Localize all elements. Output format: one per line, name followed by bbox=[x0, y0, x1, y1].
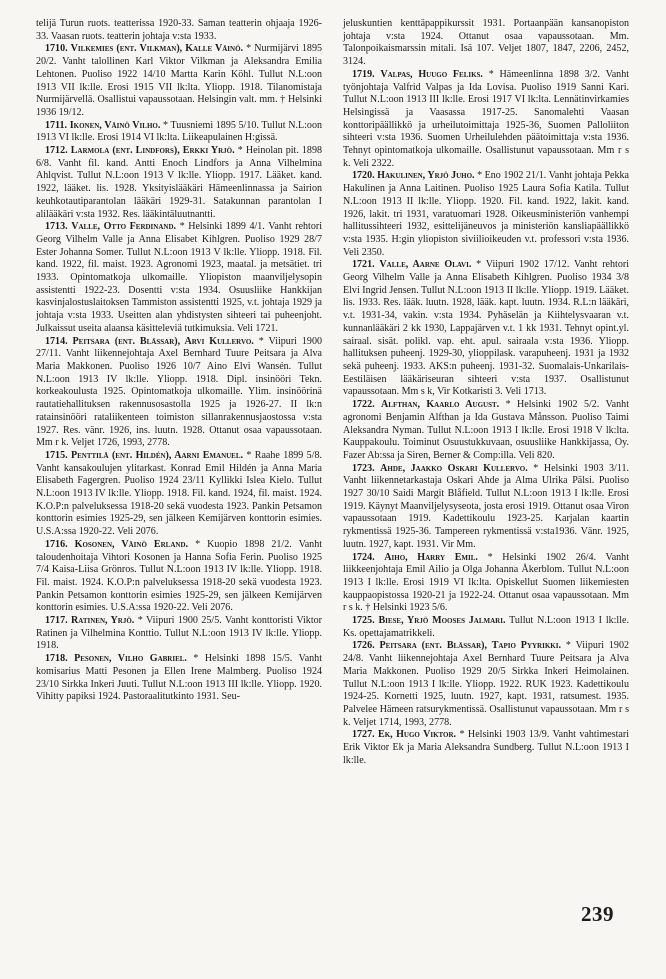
entry-number: 1725. bbox=[352, 615, 375, 627]
entry-1726 bbox=[343, 640, 629, 729]
entry-text: Tullut N.L:oon 1913 I lk:lle. Ks. opettajamatrikkeli. bbox=[343, 615, 629, 639]
entry-text: * Helsinki 1899 4/1. Vanht rehtori Georg Vilhelm Valle ja Anna Elisabet Kihlgren. Puoliso 1929 28/7 Ester Johanna Somer. Tullut N.L:oon 1913 V lk:lle. Yliopp. 1918. Fil. kand. 1922, fil. maist. 1923. Agronomi 1923, maatal. ja metsätiet. tri 1933. Opintomatkoja ulkomaille. Yliopiston maanviljelysopin assistentti 1922-23. Dosentti v:sta 1934. Osuusliike Hankkijan kasvinjalostuslaitoksen Tammiston assistentti 1925, v.t. johtaja 1929 ja johtaja v:sta 1933. Useitten alan yhdistysten sihteeri tai puheenjoht. Julkaissut useita alaansa käsitteleviä tutkimuksia. Veli 1721. bbox=[36, 221, 323, 334]
entry-text: * Kuopio 1898 21/2. Vanht taloudenhoitaja Vihtori Kosonen ja Hanna Sofia Ferin. Puoliso 1925 7/4 Kaisa-Liisa Grönros. Tullut N.L:oon 1913 IV lk:lle. Yliopp. 1918. Fil. maist. 1924. K.O.P:n palveluksessa 1918-20 sekä vuodesta 1923. Pankin Petsamon konttorin esimies 1925-29, sen jälkeen Kemijärven konttorin esimies. U.S.A:ssa 1920-22. Veli 2076. bbox=[36, 538, 323, 614]
right-column bbox=[343, 18, 629, 767]
entry-text: * Viipuri 1900 25/5. Vanht konttoristi Viktor Ratinen ja Vilhelmina Konttio. Tullut N.L:oon 1913 IV lk:lle. Yliopp. 1918. bbox=[36, 615, 322, 652]
entry-name: Pesonen, Vilho Gabriel. bbox=[74, 653, 187, 665]
left-column bbox=[36, 18, 322, 704]
entry-name: Vilkemies (ent. Vilkman), Kalle Väinö. bbox=[70, 43, 244, 55]
entry-number: 1718. bbox=[45, 653, 68, 665]
entry-text: * Nurmijärvi 1895 20/2. Vanht talollinen Karl Viktor Vilkman ja Aleksandra Emilia Lehtonen. Puoliso 1922 14/10 Martta Karin Köhl. Tullut N.L:oon 1913 VII lk:lle. Erosi 1915 VII lk:lta. Yliopp. 1918. Tilanomistaja Nurmijärvellä. Osallistui vapaussotaan. Helsingin valt. mm. † Helsinki 1936 19/12. bbox=[36, 43, 322, 118]
entry-1711 bbox=[36, 120, 322, 145]
entry-text: * Helsinki 1898 15/5. Vanht komisarius Matti Pesonen ja Ellen Irene Malmberg. Puoliso 1924 23/10 Sirkka Inkeri Juuti. Tullut N.L:oon 1913 III lk:lle. Yliopp. 1920. Vihitty papiksi 1924. Pastoraalitutkinto 1931. Seu- bbox=[36, 653, 322, 703]
entry-1718 bbox=[36, 653, 322, 704]
entry-1714 bbox=[36, 336, 322, 450]
entry-1723 bbox=[343, 463, 629, 552]
entry-number: 1717. bbox=[45, 615, 68, 627]
entry-number: 1710. bbox=[45, 43, 68, 55]
entry-number: 1721. bbox=[352, 259, 375, 271]
entry-name: Peitsara (ent. Blässar), Tapio Pyyrikki. bbox=[379, 640, 561, 652]
entry-1716 bbox=[36, 539, 322, 615]
entry-name: Valpas, Huugo Feliks. bbox=[380, 68, 483, 80]
entry-text: * Tuusniemi 1895 5/10. Tullut N.L:oon 1913 VI lk:lle. Erosi 1914 VI lk:lta. Liikeapulainen H:gissä. bbox=[36, 119, 322, 144]
entry-text: * Helsinki 1902 26/4. Vanht liikkeenjohtaja Emil Ailio ja Olga Johanna Åkerblom. Tullut N.L:oon 1913 I lk:lle. Erosi 1919 VI lk:lta. Opiskellut Suomen liikemiesten kauppaopistossa 1920-21 ja 1922-24. Ottanut osaa vapaussotaan. Mm r s k. † Helsinki 1923 5/6. bbox=[343, 551, 629, 614]
entry-text: * Eno 1902 21/1. Vanht johtaja Pekka Hakulinen ja Anna Laitinen. Puoliso 1925 Laura Sofia Katila. Tullut N.L:oon 1913 II lk:lle. Yliopp. 1920. Fil. kand. 1922, lakit. kand. 1926, lakit. tri 1931, varatuomari 1928. Oikeusministeriön vanhempi hallitussihteeri 1932, esittelijäneuvos ja ministeriön kansliapäällikkö v:sta 1935. H:gin yliopiston siviilioikeuden v.t. professori v:sta 1936. Veli 2350. bbox=[343, 170, 629, 258]
entry-1715 bbox=[36, 450, 322, 539]
entry-1719 bbox=[343, 69, 629, 171]
entry-name: Peitsara (ent. Blässar), Arvi Kullervo. bbox=[72, 335, 254, 347]
entry-text: jeluskuntien kenttäpappikurssit 1931. Portaanpään kansanopiston johtaja v:sta 1924. Ottanut osaa vapaussotaan. Mm. Talonpoikaismarssin mitali. Isä 107. Veljet 1807, 1847, 2206, 2452, 3124. bbox=[343, 18, 629, 68]
entry-name: Alfthan, Kaarlo August. bbox=[381, 399, 500, 411]
entry-text: * Heinolan pit. 1898 6/8. Vanht fil. kand. Antti Enoch Lindfors ja Anna Vilhelmina Ahlqvist. Tullut N.L:oon 1913 V lk:lle. Yliopp. 1917. Lääket. kand. 1922, lääket. lis. 1928. Yksityislääkäri Hämeenlinnassa ja Sairion keuhkotautiparantolan lääkäri 1929-31. Satakunnan parantolan I alilääkäri v:sta 1932. Res. lääkintäluutnantti. bbox=[36, 145, 322, 220]
entry-name: Valle, Otto Ferdinand. bbox=[71, 221, 177, 233]
entry-name: Ek, Hugo Viktor. bbox=[378, 729, 457, 741]
entry-text: * Helsinki 1903 3/11. Vanht liikennetarkastaja Oskari Ahde ja Alma Ulrika Pälsi. Puoliso 1927 30/10 Saidi Margit Blåfield. Tullut N.L:oon 1913 I lk:lle. Erosi 1919. Käynyt Maanviljelysyseota, josta erosi 1919. Ottanut osaa Viron vapaussotaan 1919. Kadettikoulu 1923-25. Karjalan kaartin rykmentissä 1925-36. Tampereen rykmentissä v:sta1936. Vänr. 1925, luutn. 1927, kapt. 1931. Vir Mm. bbox=[343, 462, 630, 550]
entry-number: 1714. bbox=[45, 335, 68, 347]
entry-name: Valle, Aarne Olavi. bbox=[379, 259, 472, 271]
entry-name: Biese, Yrjö Mooses Jalmari. bbox=[378, 615, 506, 627]
entry-number: 1727. bbox=[352, 729, 375, 741]
entry-text: * Raahe 1899 5/8. Vanht kansakoulujen ylitarkast. Konrad Emil Hildén ja Anna Maria Elisabeth Fagergren. Puoliso 1924 23/11 Kyllikki Islea Kielo. Tullut N.L:oon 1913 IV lk:lle. Yliopp. 1918. Fil. kand. 1924, fil. maist. 1924. K.O.P:n palveluksessa 1918-20 sekä vuodesta 1923. Pankin Petsamon konttorin esimies 1925-29, sen jälkeen Kemijärven konttorin esimies. U.S.A:ssa 1920-22. Veli 2076. bbox=[36, 449, 323, 538]
entry-number: 1712. bbox=[45, 145, 68, 157]
entry-1724 bbox=[343, 552, 629, 616]
entry-name: Kosonen, Väinö Erland. bbox=[74, 538, 189, 550]
entry-name: Ratinen, Yrjö. bbox=[71, 615, 135, 627]
entry-1720 bbox=[343, 170, 629, 259]
entry-text: * Viipuri 1902 24/8. Vanht liikennejohtaja Axel Bernhard Tuure Peitsara ja Alva Maria Makkonen. Puoliso 1929 20/5 Sirkka Inkeri Heimolainen. Tullut N.L:oon 1913 I lk:lle. Yliopp. 1922. RUK 1923. Kadettikoulu 1924-25. Kornetti 1925, luutn. 1927, kapt. 1931, ratsumest. 1935. Palvelee Hämeen ratsurykmentissä. Osallistunut vapaussotaan. Mm r s k. Veljet 1714, 1993, 2778. bbox=[343, 640, 630, 728]
entry-number: 1716. bbox=[45, 538, 68, 550]
entry-1713 bbox=[36, 221, 322, 335]
entry-number: 1713. bbox=[45, 221, 68, 233]
entry-1725 bbox=[343, 615, 629, 640]
entry-continuation bbox=[343, 18, 629, 69]
entry-text: * Viipuri 1902 17/12. Vanht rehtori Georg Vilhelm Valle ja Anna Elisabeth Kihlgren. Puoliso 1934 3/8 Elvi Ingrid Jensen. Tullut N.L:oon 1913 II lk:lle. Yliopp. 1919. Lääket. lis. 1933. Res. lääk. luutn. 1928, lääk. kapt. luutn. 1934. R.L:n lääkäri, v.t. 1931-34, vakin. v:sta 1934. Pyhäselän ja Kiihtelysvaaran v.t. kunnanlääkäri 2 kk 1930, Lappajärven v.t. 1 kk 1931. Tehnyt opint.yl. sairaal. sisät. polikl. vap. eht. apul. sairaala v:sta 1936. Yliopp. hallituksen puheenj. 1929-30, ylioppilask. varapuheenj. 1931 ja 1932 sekä puheenj. 1933. AKS:n puheenj. 1931-32. Suomalais-Unkarilais-Eestiläisen lääkäriseuran sihteeri v:sta 1937. Osallistunut vapaussotaan. Mm s k, Vir Kotkaristi 3. Veli 1713. bbox=[343, 259, 629, 398]
entry-name: Larmola (ent. Lindfors), Erkki Yrjö. bbox=[70, 145, 235, 157]
entry-name: Penttilä (ent. Hildén), Aarni Emanuel. bbox=[70, 449, 244, 461]
entry-number: 1720. bbox=[352, 170, 375, 182]
entry-number: 1722. bbox=[352, 399, 375, 411]
entry-name: Hakulinen, Yrjö Juho. bbox=[377, 170, 475, 182]
entry-1721 bbox=[343, 259, 629, 399]
entry-name: Aiho, Harry Emil. bbox=[384, 551, 478, 563]
page-number: 239 bbox=[581, 902, 614, 926]
entry-1727 bbox=[343, 729, 629, 767]
entry-1712 bbox=[36, 145, 322, 221]
entry-text: * Helsinki 1903 13/9. Vanht vahtimestari Erik Viktor Ek ja Maria Aleksandra Sundberg. Tullut N.L:oon 1913 I lk:lle. bbox=[343, 729, 630, 766]
entry-1717 bbox=[36, 615, 322, 653]
entry-text: telijä Turun ruots. teatterissa 1920-33. Saman teatterin ohjaaja 1926-33. Vaasan ruots. teatterin johtaja v:sta 1933. bbox=[36, 18, 322, 42]
entry-continuation bbox=[36, 18, 322, 43]
entry-number: 1711. bbox=[45, 119, 68, 131]
entry-number: 1723. bbox=[352, 462, 375, 474]
entry-1722 bbox=[343, 399, 629, 463]
entry-number: 1719. bbox=[352, 68, 375, 80]
entry-number: 1726. bbox=[352, 640, 375, 652]
entry-number: 1715. bbox=[45, 449, 68, 461]
entry-name: Ikonen, Väinö Vilho. bbox=[69, 119, 161, 131]
entry-text: * Hämeenlinna 1898 3/2. Vanht työnjohtaja Valfrid Valpas ja Ida Lovisa. Puoliso 1919 Sanni Kari. Tullut N.L:oon 1913 III lk:lle. Erosi 1917 VI lk:lta. Lennätinvirkamies Helsingissä ja Vaasassa 1917-25. Sanomalehti Vaasan konttoripäällikkö ja urheilutoimittaja 1925-36, Suomen Palloliiton sihteeri v:sta 1936. Suomen Urheilulehden päätoimittaja v:sta 1936. Tehnyt opintomatkoja ulkomaille. Osallistunut vapaussotaan. Mm r s k. Veli 2322. bbox=[343, 68, 630, 169]
entry-text: * Viipuri 1900 27/11. Vanht liikennejohtaja Axel Bernhard Tuure Peitsara ja Alva Maria Makkonen. Puoliso 1926 10/7 Aino Elvi Wansén. Tullut N.L:oon 1913 IV lk:lle. Yliopp. 1918. Dipl. insinööri Tekn. korkeakoulusta 1925. Opintomatkoja ulkomaille. Ylim. insinöörinä rautatiehallituksen rakennusosastolla 1925 ja 1926-27. II lk:n ratainsinööri rataliikenteen toimiston sillanrakennusjaostossa v:sta 1927. Res. vänr. 1926, ins. luutn. 1928. Ottanut osaa vapaussotaan. Mm r k. Veljet 1726, 1993, 2778. bbox=[36, 335, 322, 449]
entry-1710 bbox=[36, 43, 322, 119]
entry-number: 1724. bbox=[352, 551, 375, 563]
entry-text: * Helsinki 1902 5/2. Vanht agronomi Benjamin Alfthan ja Ida Gustava Månsson. Puoliso Taimi Aleksandra Nyman. Tullut N.L:oon 1913 I lk:lle. Erosi 1918 V lk:lta. Kauppakoulu. Toiminut Osuustukkuvaan, osuusliike Hankkijassa, Oy. Fazer Ab:ssa ja Siren, Berner & Comp:illa. Veli 820. bbox=[343, 399, 629, 461]
entry-name: Ahde, Jaakko Oskari Kullervo. bbox=[380, 462, 528, 474]
